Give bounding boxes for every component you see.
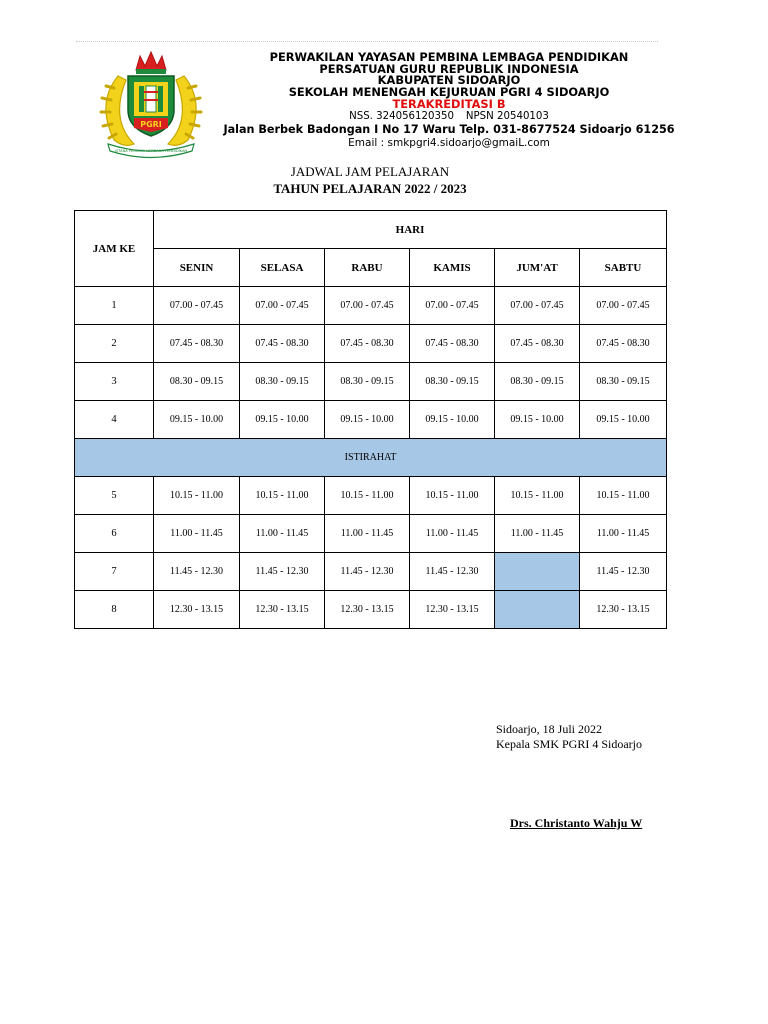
days-header-row (75, 249, 667, 287)
time-cell: 07.00 - 07.45 (580, 287, 667, 325)
time-cell: 07.00 - 07.45 (410, 287, 495, 325)
time-cell: 11.00 - 11.45 (240, 515, 325, 553)
svg-text:PGRI: PGRI (140, 120, 162, 129)
table-row (75, 515, 667, 553)
time-cell: 10.15 - 11.00 (154, 477, 240, 515)
time-cell: 10.15 - 11.00 (580, 477, 667, 515)
table-row (75, 401, 667, 439)
signer-name: Drs. Christanto Wahju W (510, 816, 643, 830)
npsn-number: NPSN 20540103 (465, 111, 549, 123)
time-cell: 08.30 - 09.15 (580, 363, 667, 401)
break-label: ISTIRAHAT (75, 439, 667, 477)
time-cell: 08.30 - 09.15 (410, 363, 495, 401)
time-cell: 12.30 - 13.15 (154, 591, 240, 629)
letterhead (214, 52, 684, 150)
hari-header: HARI (154, 211, 667, 249)
jam-ke-cell: 1 (75, 287, 154, 325)
time-cell: 11.45 - 12.30 (325, 553, 410, 591)
time-cell: 11.00 - 11.45 (495, 515, 580, 553)
top-dotted-rule (76, 41, 658, 42)
time-cell: 10.15 - 11.00 (325, 477, 410, 515)
time-cell: 11.00 - 11.45 (410, 515, 495, 553)
time-cell: 11.45 - 12.30 (240, 553, 325, 591)
jam-ke-cell: 8 (75, 591, 154, 629)
signature-block (496, 722, 642, 752)
time-cell: 09.15 - 10.00 (325, 401, 410, 439)
time-cell: 07.00 - 07.45 (240, 287, 325, 325)
letterhead-line: SEKOLAH MENENGAH KEJURUAN PGRI 4 SIDOARJO (288, 84, 610, 99)
time-cell: 11.00 - 11.45 (154, 515, 240, 553)
time-cell: 10.15 - 11.00 (410, 477, 495, 515)
day-header: KAMIS (410, 249, 495, 287)
time-cell: 10.15 - 11.00 (495, 477, 580, 515)
table-row (75, 363, 667, 401)
jam-ke-cell: 4 (75, 401, 154, 439)
jam-ke-cell: 6 (75, 515, 154, 553)
day-header: SENIN (154, 249, 240, 287)
pgri-logo (88, 48, 214, 160)
time-cell: 07.45 - 08.30 (495, 325, 580, 363)
table-row (75, 287, 667, 325)
time-cell: 08.30 - 09.15 (240, 363, 325, 401)
nss-number: NSS. 324056120350 (349, 111, 454, 123)
jam-ke-header: JAM KE (75, 211, 154, 287)
document-subtitle: TAHUN PELAJARAN 2022 / 2023 (273, 181, 467, 196)
time-cell: 11.45 - 12.30 (410, 553, 495, 591)
time-cell: 09.15 - 10.00 (410, 401, 495, 439)
break-row (75, 439, 667, 477)
time-cell: 08.30 - 09.15 (325, 363, 410, 401)
time-cell: 09.15 - 10.00 (495, 401, 580, 439)
time-cell: 11.00 - 11.45 (325, 515, 410, 553)
jam-ke-cell: 5 (75, 477, 154, 515)
schedule-table (74, 210, 667, 629)
time-cell: 07.45 - 08.30 (580, 325, 667, 363)
document-title: JADWAL JAM PELAJARAN (290, 164, 450, 179)
time-cell: 09.15 - 10.00 (154, 401, 240, 439)
table-row (75, 477, 667, 515)
letterhead-line: PERWAKILAN YAYASAN PEMBINA LEMBAGA PENDIDIKAN (269, 50, 629, 64)
letterhead-line: PERSATUAN GURU REPUBLIK INDONESIA (319, 61, 579, 76)
empty-cell (495, 591, 580, 629)
empty-cell (495, 553, 580, 591)
day-header: RABU (325, 249, 410, 287)
table-row (75, 553, 667, 591)
school-ids (214, 111, 684, 123)
table-row (75, 591, 667, 629)
jam-ke-cell: 3 (75, 363, 154, 401)
time-cell: 12.30 - 13.15 (240, 591, 325, 629)
header-row (75, 211, 667, 249)
time-cell: 07.45 - 08.30 (325, 325, 410, 363)
time-cell: 12.30 - 13.15 (410, 591, 495, 629)
signer-position: Kepala SMK PGRI 4 Sidoarjo (496, 737, 642, 751)
time-cell: 09.15 - 10.00 (240, 401, 325, 439)
letterhead-line: KABUPATEN SIDOARJO (377, 73, 521, 88)
time-cell: 07.00 - 07.45 (325, 287, 410, 325)
accreditation-label: TERAKREDITASI B (392, 97, 506, 112)
time-cell: 11.45 - 12.30 (580, 553, 667, 591)
place-date: Sidoarjo, 18 Juli 2022 (496, 722, 603, 736)
time-cell: 08.30 - 09.15 (154, 363, 240, 401)
time-cell: 07.45 - 08.30 (240, 325, 325, 363)
time-cell: 07.45 - 08.30 (410, 325, 495, 363)
time-cell: 11.00 - 11.45 (580, 515, 667, 553)
jam-ke-cell: 7 (75, 553, 154, 591)
svg-text:ISTANA PEMBINA LEMBAGA PENDIDI: ISTANA PEMBINA LEMBAGA PENDIDIKAN (114, 149, 188, 153)
time-cell: 09.15 - 10.00 (580, 401, 667, 439)
school-address: Jalan Berbek Badongan I No 17 Waru Telp. 031-8677524 Sidoarjo 61256 (223, 123, 675, 137)
day-header: SELASA (240, 249, 325, 287)
time-cell: 12.30 - 13.15 (325, 591, 410, 629)
day-header: SABTU (580, 249, 667, 287)
jam-ke-cell: 2 (75, 325, 154, 363)
time-cell: 07.00 - 07.45 (154, 287, 240, 325)
time-cell: 08.30 - 09.15 (495, 363, 580, 401)
time-cell: 10.15 - 11.00 (240, 477, 325, 515)
day-header: JUM'AT (495, 249, 580, 287)
time-cell: 11.45 - 12.30 (154, 553, 240, 591)
table-row (75, 325, 667, 363)
time-cell: 07.45 - 08.30 (154, 325, 240, 363)
school-email: Email : smkpgri4.sidoarjo@gmaiL.com (348, 137, 550, 150)
time-cell: 12.30 - 13.15 (580, 591, 667, 629)
time-cell: 07.00 - 07.45 (495, 287, 580, 325)
